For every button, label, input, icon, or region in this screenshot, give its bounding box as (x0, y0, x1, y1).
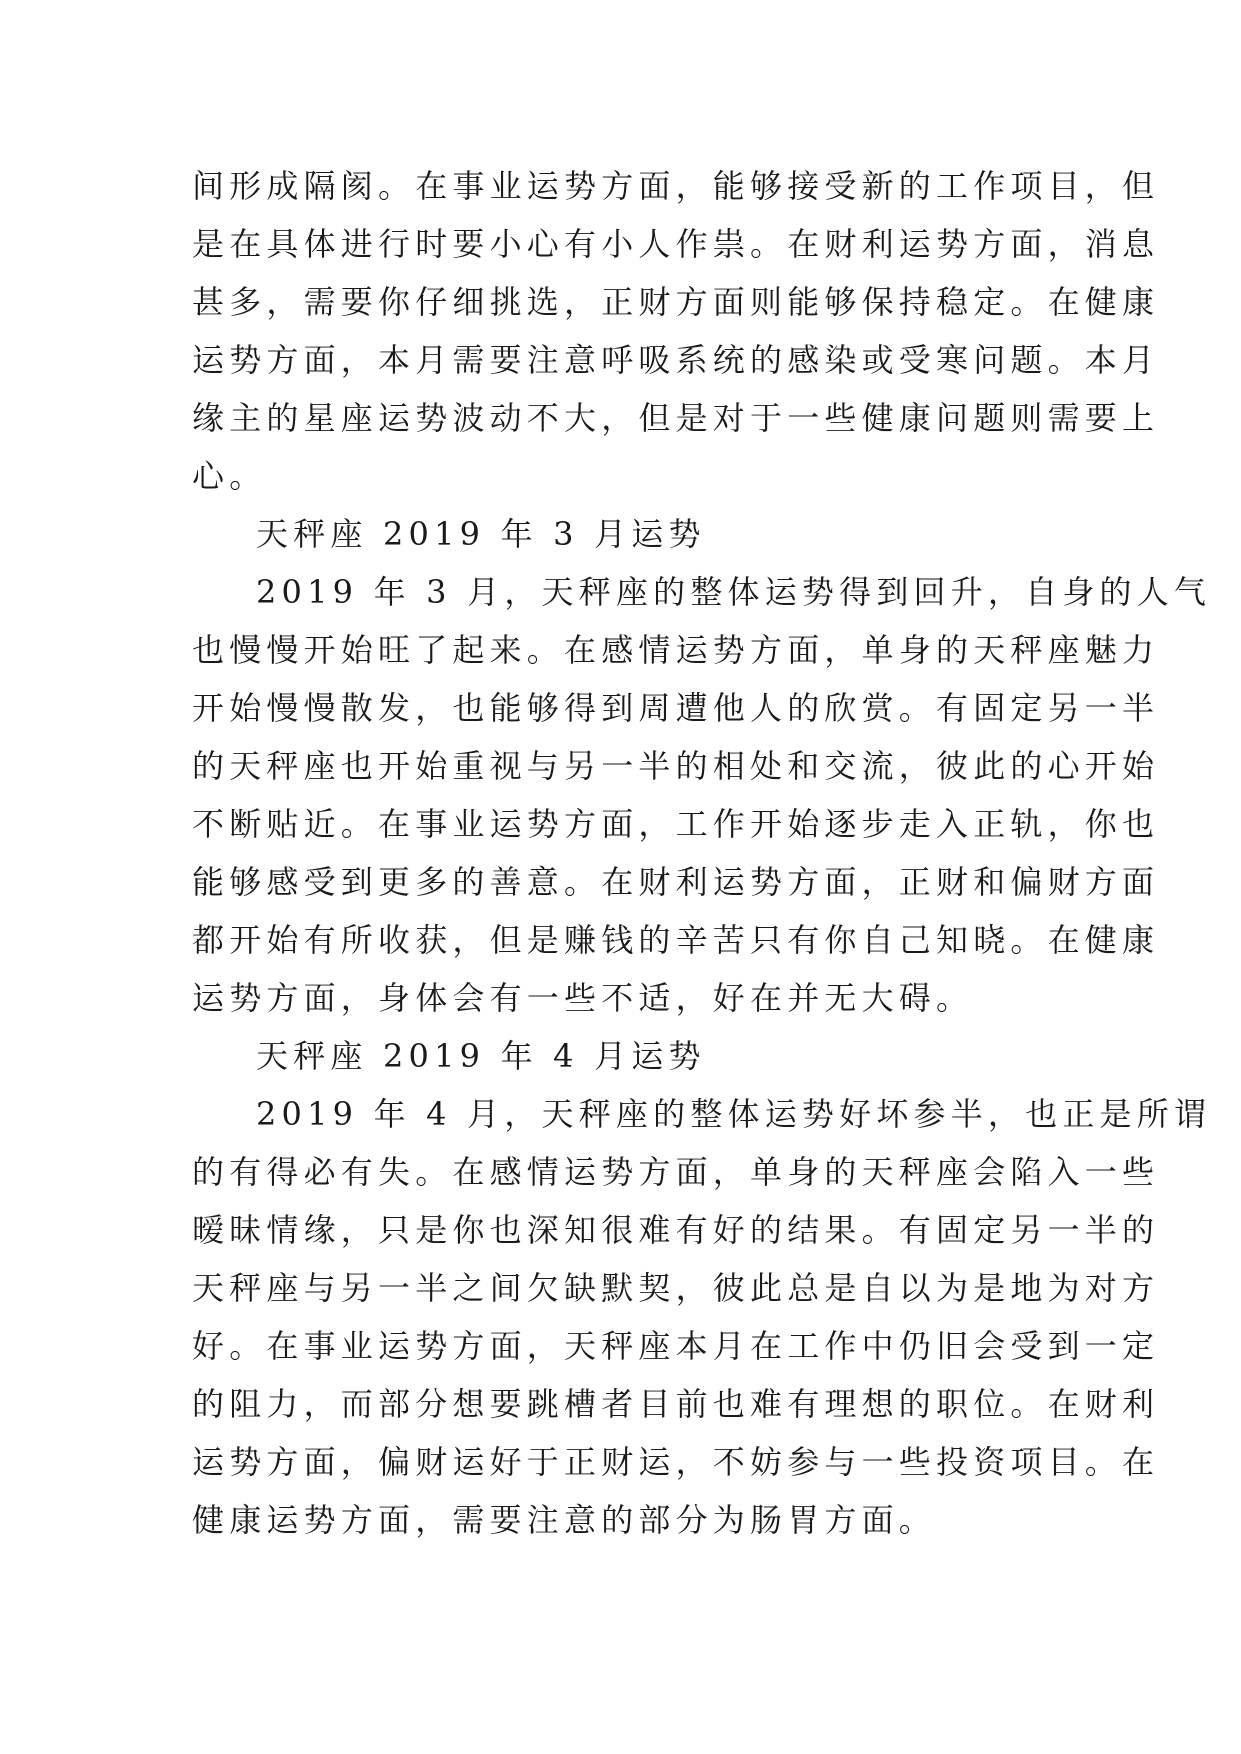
text-line: 心。 (192, 457, 267, 495)
text-line: 的阻力，而部分想要跳槽者目前也难有理想的职位。在财利 (192, 1385, 1160, 1423)
section-heading-march (192, 505, 1054, 563)
text-line: 暧昧情缘，只是你也深知很难有好的结果。有固定另一半的 (192, 1211, 1160, 1249)
text-line: 运势方面，本月需要注意呼吸系统的感染或受寒问题。本月 (192, 341, 1160, 379)
text-line: 开始慢慢散发，也能够得到周遭他人的欣赏。有固定另一半 (192, 689, 1160, 727)
text-line: 健康运势方面，需要注意的部分为肠胃方面。 (192, 1501, 937, 1539)
section-heading-april (192, 1027, 1054, 1085)
text-line: 2019 年 3 月，天秤座的整体运势得到回升，自身的人气 (256, 573, 1212, 611)
text-line: 甚多，需要你仔细挑选，正财方面则能够保持稳定。在健康 (192, 283, 1160, 321)
continuation-paragraph (192, 157, 1160, 505)
text-line: 天秤座与另一半之间欠缺默契，彼此总是自以为是地为对方 (192, 1269, 1160, 1307)
text-line: 也慢慢开始旺了起来。在感情运势方面，单身的天秤座魅力 (192, 631, 1160, 669)
text-line: 能够感受到更多的善意。在财利运势方面，正财和偏财方面 (192, 863, 1160, 901)
section-title: 天秤座 2019 年 4 月运势 (256, 1037, 706, 1075)
text-line: 2019 年 4 月，天秤座的整体运势好坏参半，也正是所谓 (256, 1095, 1212, 1133)
text-line: 缘主的星座运势波动不大，但是对于一些健康问题则需要上 (192, 399, 1160, 437)
text-line: 的天秤座也开始重视与另一半的相处和交流，彼此的心开始 (192, 747, 1160, 785)
text-line: 运势方面，偏财运好于正财运，不妨参与一些投资项目。在 (192, 1443, 1160, 1481)
text-line: 的有得必有失。在感情运势方面，单身的天秤座会陷入一些 (192, 1153, 1160, 1191)
text-line: 是在具体进行时要小心有小人作祟。在财利运势方面，消息 (192, 225, 1160, 263)
text-line: 好。在事业运势方面，天秤座本月在工作中仍旧会受到一定 (192, 1327, 1160, 1365)
document-body (192, 157, 1212, 1549)
text-line: 间形成隔阂。在事业运势方面，能够接受新的工作项目，但 (192, 167, 1160, 205)
text-line: 都开始有所收获，但是赚钱的辛苦只有你自己知晓。在健康 (192, 921, 1160, 959)
section-title: 天秤座 2019 年 3 月运势 (256, 515, 706, 553)
section-paragraph-march (192, 563, 1212, 1027)
text-line: 运势方面，身体会有一些不适，好在并无大碍。 (192, 979, 974, 1017)
text-line: 不断贴近。在事业运势方面，工作开始逐步走入正轨，你也 (192, 805, 1160, 843)
section-paragraph-april (192, 1085, 1212, 1549)
